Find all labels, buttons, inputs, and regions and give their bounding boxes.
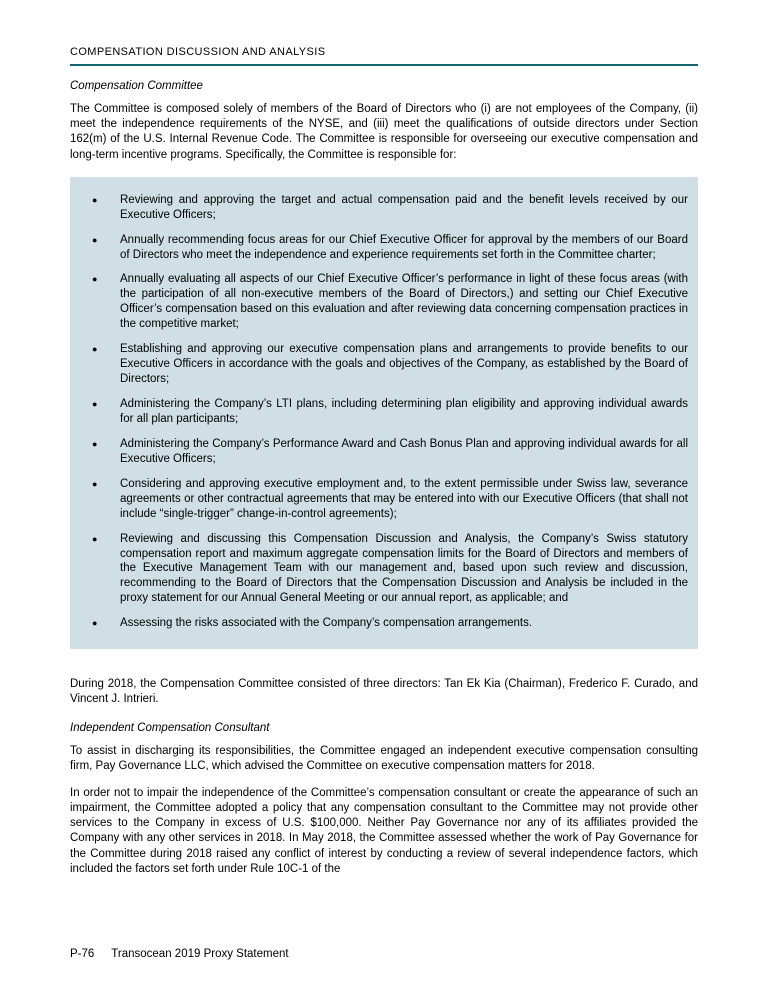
list-item	[84, 532, 688, 607]
bullet-item-text: Administering the Company’s LTI plans, including determining plan eligibility and approving individual awards for all plan participants;	[120, 398, 688, 425]
list-item	[84, 477, 688, 522]
bullet-item-text: Administering the Company’s Performance Award and Cash Bonus Plan and approving individual awards for all Executive Officers;	[120, 437, 688, 465]
bullet-icon: ●	[92, 399, 98, 409]
bullet-icon: ●	[92, 533, 98, 544]
list-item	[84, 193, 688, 223]
bullet-item-text: Assessing the risks associated with the Company’s compensation arrangements.	[120, 617, 533, 630]
bullet-icon: ●	[92, 438, 98, 449]
bullet-item-text: Annually recommending focus areas for our Chief Executive Officer for approval by the members of our Board of Directors who meet the independence and experience requirements set forth in the Committee charter;	[120, 233, 688, 261]
subheading-compensation-committee: Compensation Committee	[70, 80, 203, 92]
subheading-independent-compensation-consultant: Independent Compensation Consultant	[70, 721, 270, 734]
bullet-item-text: Annually evaluating all aspects of our Chief Executive Officer’s performance in light of these focus areas (with the participation of all non-executive members of the Board of Directors,) and setting our Chief Executive Officer’s compensation based on this evaluation and after reviewing data concerning compensation practices in the competitive market;	[120, 273, 688, 331]
page-content	[70, 46, 698, 889]
bullet-icon: ●	[92, 234, 98, 245]
footer-page-number: P-76	[70, 948, 95, 960]
footer-document-title: Transocean 2019 Proxy Statement	[111, 948, 289, 960]
section-header: COMPENSATION DISCUSSION AND ANALYSIS	[70, 46, 698, 66]
bullet-item-text: Establishing and approving our executive compensation plans and arrangements to provide benefits to our Executive Officers in accordance with the goals and objectives of the Company, as established by the Board of Directors;	[120, 343, 688, 386]
list-item	[84, 272, 688, 332]
responsibilities-bullet-box	[70, 177, 698, 650]
paragraph-committee-composition: The Committee is composed solely of members of the Board of Directors who (i) are not employees of the Company, (ii) meet the independence requirements of the NYSE, and (iii) meet the qualifications of outside directors under Section 162(m) of the U.S. Internal Revenue Code. The Committee is responsible for overseeing our executive compensation and long-term incentive programs. Specifically, the Committee is responsible for:	[70, 103, 698, 161]
list-item	[84, 616, 688, 631]
bullet-item-text: Reviewing and approving the target and actual compensation paid and the benefit levels received by our Executive Officers;	[120, 193, 688, 221]
bullet-icon: ●	[92, 618, 98, 629]
paragraph-committee-members: During 2018, the Compensation Committee consisted of three directors: Tan Ek Kia (Chairman), Frederico F. Curado, and Vincent J. Intrieri.	[70, 678, 698, 706]
paragraph-pay-governance: To assist in discharging its responsibilities, the Committee engaged an independent executive compensation consulting firm, Pay Governance LLC, which advised the Committee on executive compensation matters for 2018.	[70, 744, 698, 772]
bullet-icon: ●	[92, 274, 98, 285]
list-item	[84, 233, 688, 263]
bullet-item-text: Considering and approving executive employment and, to the extent permissible under Swiss law, severance agreements or other contractual agreements that may be entered into with our Executive Officers (that shall not include “single-trigger” change-in-control agreements);	[120, 477, 688, 520]
list-item	[84, 342, 688, 387]
page-footer	[70, 948, 289, 960]
list-item	[84, 437, 688, 467]
bullet-icon: ●	[92, 344, 98, 355]
bullet-item-text: Reviewing and discussing this Compensation Discussion and Analysis, the Company’s Swiss statutory compensation report and maximum aggregate compensation limits for the Board of Directors and members of the Executive Management Team with our management and, based upon such review and discussion, recommending to the Board of Directors that the Compensation Discussion and Analysis be included in the proxy statement for our Annual General Meeting or our annual report, as applicable; and	[120, 532, 688, 605]
list-item	[84, 397, 688, 427]
paragraph-consultant-independence: In order not to impair the independence of the Committee’s compensation consultant or create the appearance of such an impairment, the Committee adopted a policy that any compensation consultant to the Committee may not provide other services to the Company in excess of U.S. $100,000. Neither Pay Governance nor any of its affiliates provided the Company with any other services in 2018. In May 2018, the Committee assessed whether the work of Pay Governance for the Committee during 2018 raised any conflict of interest by conducting a review of several independence factors, which included the factors set forth under Rule 10C-1 of the	[70, 786, 698, 875]
bullet-icon: ●	[92, 194, 98, 205]
bullet-icon: ●	[92, 478, 98, 489]
